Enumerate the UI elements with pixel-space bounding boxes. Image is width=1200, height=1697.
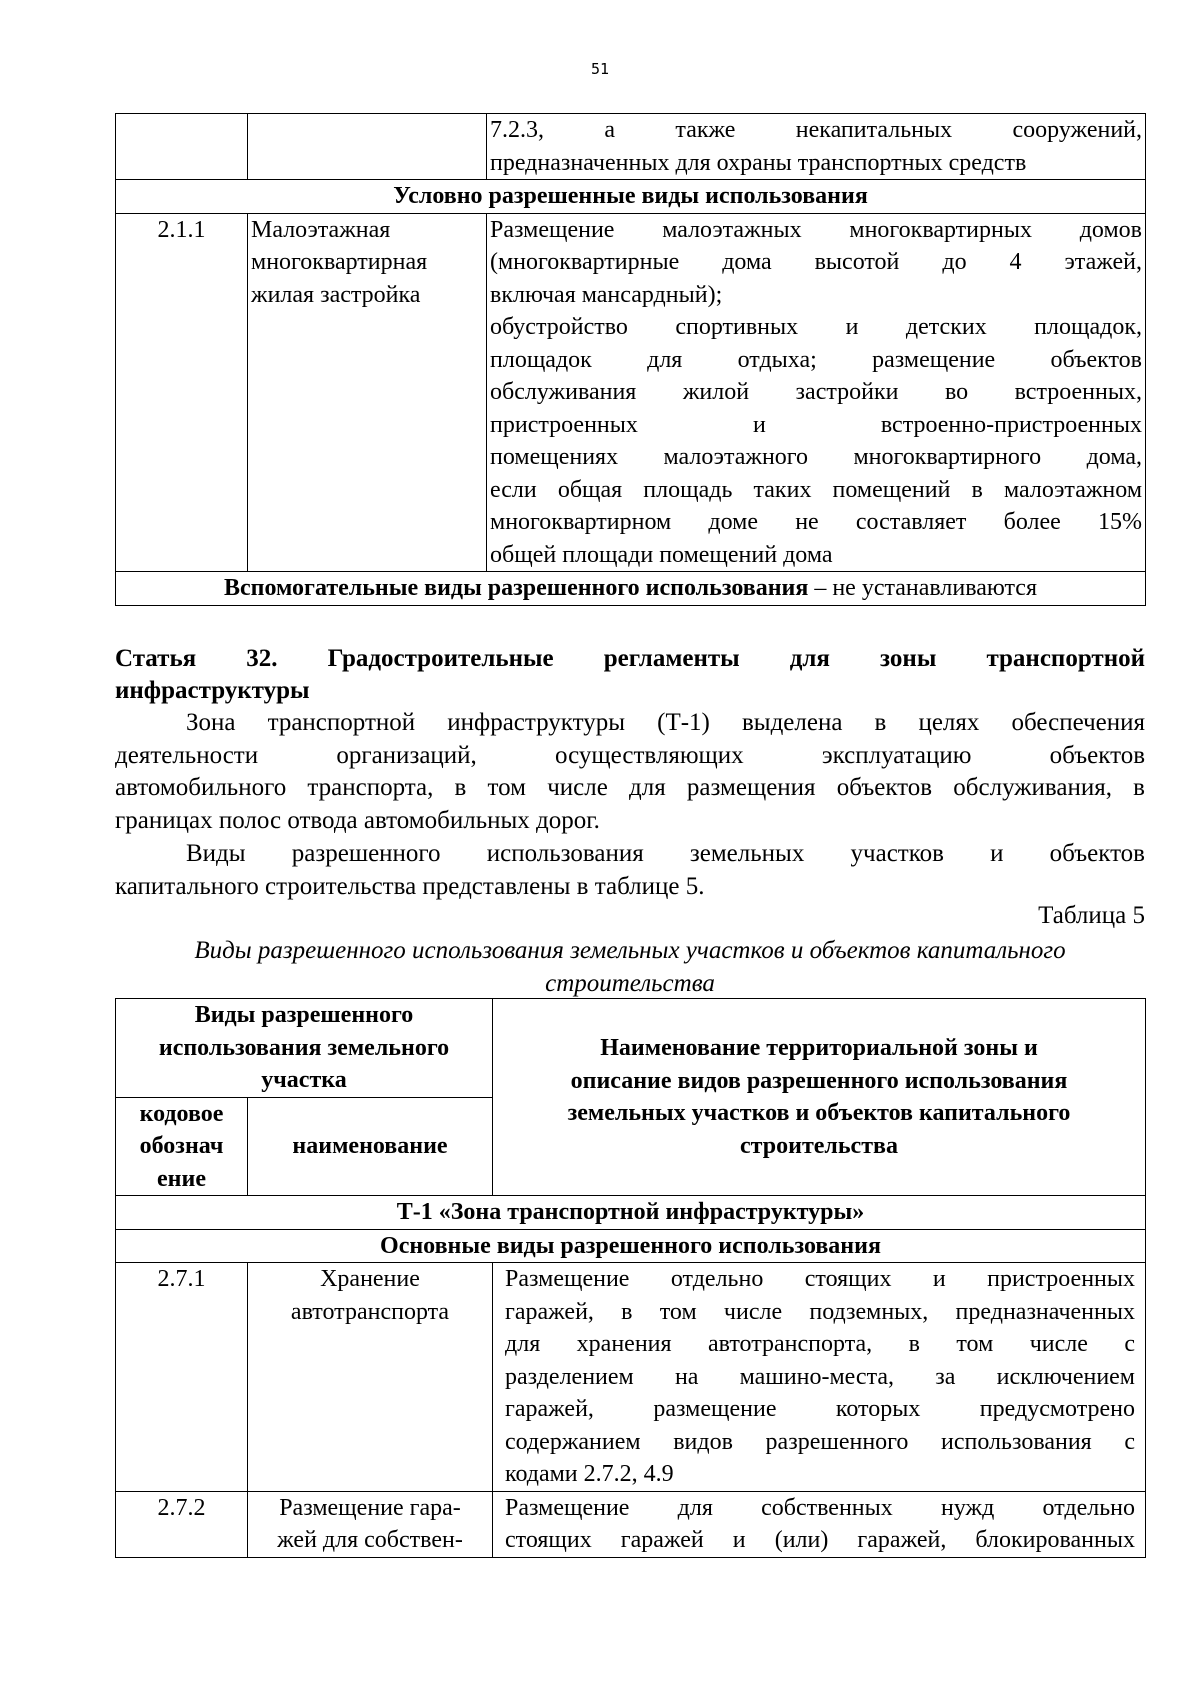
table-header-row — [116, 999, 1146, 1098]
conditional-uses-header: Условно разрешенные виды использования — [116, 180, 1146, 214]
code-cell: 2.7.2 — [116, 1491, 248, 1557]
name-line: жей для собствен- — [277, 1527, 463, 1553]
article-paragraph-2 — [115, 838, 1145, 903]
table-row — [116, 180, 1146, 214]
paragraph-line: автомобильного транспорта, в том числе для размещения объектов обслуживания, в — [115, 774, 1145, 801]
name-line: автотранспорта — [290, 1298, 450, 1325]
paragraph-line: капитального строительства представлены в таблице 5. — [115, 872, 705, 900]
header-description-cell — [493, 999, 1146, 1196]
header-name-cell: наименование — [248, 1097, 493, 1196]
description-line: площадок для отдыха; размещение объектов — [490, 346, 1142, 373]
article-title-line: Статья 32. Градостроительные регламенты для зоны транспортной — [115, 645, 1145, 672]
main-uses-header: Основные виды разрешенного использования — [116, 1229, 1146, 1263]
description-cell — [487, 213, 1146, 572]
code-cell: 2.7.1 — [116, 1263, 248, 1492]
header-line: обознач — [139, 1133, 224, 1159]
description-line: предназначенных для охраны транспортных средств — [490, 149, 1027, 176]
article-title-line: инфраструктуры — [115, 677, 310, 704]
paragraph-line: Зона транспортной инфраструктуры (Т-1) выделена в целях обеспечения — [186, 709, 1145, 736]
article-paragraph-1 — [115, 707, 1145, 837]
description-line: Размещение отдельно стоящих и пристроенных — [505, 1266, 1135, 1292]
description-line: гаражей, в том числе подземных, предназначенных — [505, 1298, 1135, 1325]
table-row — [116, 213, 1146, 572]
continued-table — [115, 113, 1146, 606]
description-line: многоквартирном доме не составляет более 15% — [490, 509, 1142, 535]
description-line: если общая площадь таких помещений в малоэтажном — [490, 476, 1142, 503]
table-row — [116, 1229, 1146, 1263]
description-cell — [487, 114, 1146, 180]
name-line: Размещение гара- — [279, 1494, 461, 1521]
name-cell — [248, 1491, 493, 1557]
code-cell — [116, 114, 248, 180]
header-line: описание видов разрешенного использования — [570, 1067, 1068, 1094]
header-line: участка — [261, 1067, 347, 1093]
description-line: общей площади помещений дома — [490, 541, 833, 568]
description-line: пристроенных и встроенно-пристроенных — [490, 411, 1142, 438]
name-cell — [248, 1263, 493, 1492]
header-line: кодовое — [139, 1100, 224, 1127]
auxiliary-uses-label: Вспомогательные виды разрешенного использования — [223, 575, 809, 601]
description-line: разделением на машино-места, за исключением — [505, 1363, 1135, 1390]
description-line: 7.2.3, а также некапитальных сооружений, — [490, 117, 1142, 143]
caption-line: строительства — [545, 970, 715, 997]
header-line: строительства — [740, 1132, 898, 1159]
header-line: ение — [157, 1165, 206, 1192]
name-line: Малоэтажная — [251, 216, 391, 243]
description-line: обустройство спортивных и детских площадок, — [490, 314, 1142, 340]
table-row — [116, 114, 1146, 180]
description-cell — [493, 1491, 1146, 1557]
header-line: земельных участков и объектов капитального — [567, 1100, 1071, 1126]
name-line: Хранение — [320, 1266, 420, 1292]
page-number: 51 — [590, 60, 610, 78]
table-row — [116, 1491, 1146, 1557]
description-line: (многоквартирные дома высотой до 4 этажей, — [490, 249, 1142, 275]
table-row — [116, 572, 1146, 606]
description-line: для хранения автотранспорта, в том числе с — [505, 1331, 1135, 1357]
caption-line: Виды разрешенного использования земельных участков и объектов капитального — [194, 937, 1066, 964]
paragraph-line: деятельности организаций, осуществляющих эксплуатацию объектов — [115, 741, 1145, 769]
code-cell: 2.1.1 — [116, 213, 248, 572]
table-caption — [115, 934, 1145, 1000]
description-line: гаражей, размещение которых предусмотрено — [505, 1396, 1135, 1422]
description-line: обслуживания жилой застройки во встроенных, — [490, 379, 1142, 405]
description-line: содержанием видов разрешенного использования с — [505, 1428, 1135, 1455]
name-line: многоквартирная — [251, 249, 428, 275]
paragraph-line: Виды разрешенного использования земельных участков и объектов — [186, 840, 1145, 867]
description-line: помещениях малоэтажного многоквартирного дома, — [490, 444, 1142, 470]
header-line: использования земельного — [158, 1034, 450, 1061]
zone-title-row: Т-1 «Зона транспортной инфраструктуры» — [116, 1196, 1146, 1230]
description-line: включая мансардный); — [490, 281, 723, 308]
auxiliary-uses-value: – не устанавливаются — [808, 575, 1037, 601]
description-cell — [493, 1263, 1146, 1492]
paragraph-line: границах полос отвода автомобильных дорог. — [115, 806, 600, 834]
header-group-cell — [116, 999, 493, 1098]
description-line: кодами 2.7.2, 4.9 — [505, 1461, 674, 1487]
article-title — [115, 643, 1145, 707]
header-line: Наименование территориальной зоны и — [600, 1035, 1038, 1061]
table-number-label: Таблица 5 — [1038, 902, 1145, 929]
name-line: жилая застройка — [251, 281, 421, 308]
auxiliary-uses-row — [116, 572, 1146, 606]
description-line: Размещение для собственных нужд отдельно — [505, 1494, 1135, 1521]
name-cell — [248, 213, 487, 572]
description-line: Размещение малоэтажных многоквартирных домов — [490, 216, 1142, 243]
table-row — [116, 1196, 1146, 1230]
description-line: стоящих гаражей и (или) гаражей, блокированных — [505, 1527, 1135, 1553]
header-line: Виды разрешенного — [194, 1002, 414, 1028]
table-row — [116, 1263, 1146, 1492]
name-cell — [248, 114, 487, 180]
table-5 — [115, 998, 1146, 1558]
header-code-cell — [116, 1097, 248, 1196]
